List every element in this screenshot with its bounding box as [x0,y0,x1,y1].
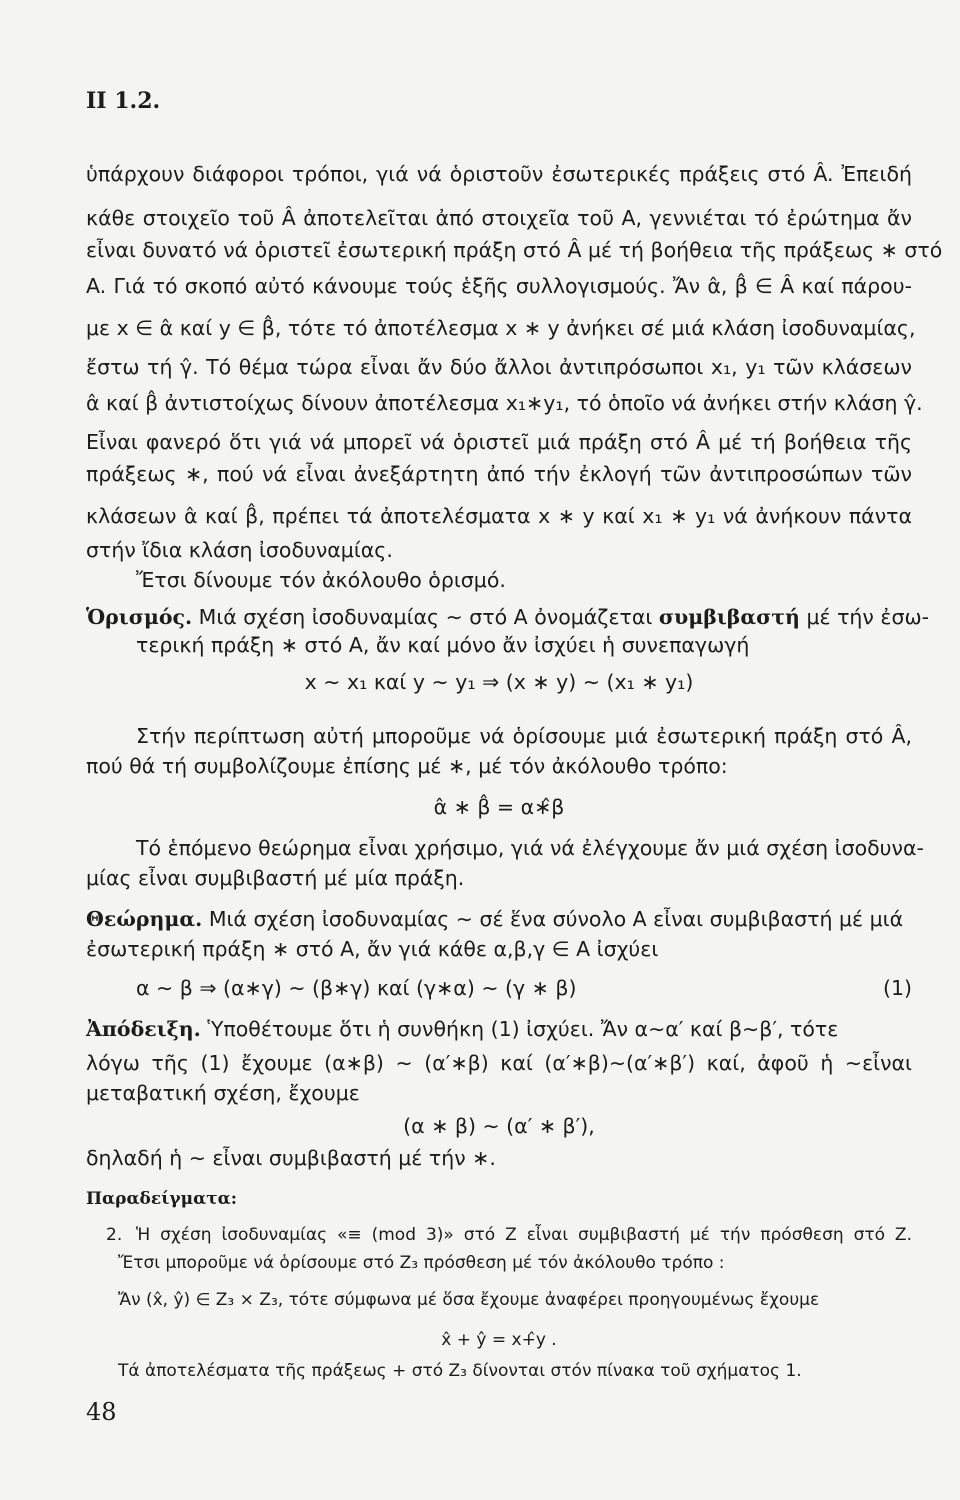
page-number: 48 [86,1398,117,1426]
definition-formula: x ∼ x₁ καί y ∼ y₁ ⇒ (x ∗ y) ∼ (x₁ ∗ y₁) [304,670,694,694]
definition-label: Ὁρισμός. [86,605,193,629]
body-line: πού θά τή συμβολίζουμε ἐπίσης μέ ∗, μέ τόν ἀκόλουθο τρόπο: [86,754,728,778]
body-line: Ἔτσι δίνουμε τόν ἀκόλουθο ὁρισμό. [136,568,506,592]
body-line: με x ∈ α̂ καί y ∈ β̂, τότε τό ἀποτέλεσμα x ∗ y ἀνήκει σέ μιά κλάση ἰσοδυναμίας, [86,316,916,340]
example-number: 2. [106,1225,123,1245]
theorem-line-2: ἐσωτερική πράξη ∗ στό A, ἄν γιά κάθε α,β,γ ∈ A ἰσχύει [86,937,659,961]
body-line: πράξεως ∗, πού νά εἶναι ἀνεξάρτητη ἀπό τήν ἐκλογή τῶν ἀντιπροσώπων τῶν [86,462,912,486]
example-line-4: Τά ἀποτελέσματα τῆς πράξεως + στό Z₃ δίνονται στόν πίνακα τοῦ σχήματος 1. [118,1361,802,1381]
body-line: εἶναι δυνατό νά ὁριστεῖ ἐσωτερική πράξη στό Â μέ τή βοήθεια τῆς πράξεως ∗ στό [86,238,943,262]
definition-line-1: Ὁρισμός. Μιά σχέση ἰσοδυναμίας ∼ στό A ὀνομάζεται συμβιβαστή μέ τήν ἐσω- [86,605,930,629]
body-line: κλάσεων α̂ καί β̂, πρέπει τά ἀποτελέσματα x ∗ y καί x₁ ∗ y₁ νά ἀνήκουν πάντα [86,504,912,528]
proof-formula: (α ∗ β) ∼ (α′ ∗ β′), [403,1114,595,1138]
definition-term: συμβιβαστή [658,605,800,629]
body-line: A. Γιά τό σκοπό αὐτό κάνουμε τούς ἑξῆς συλλογισμούς. Ἄν α̂, β̂ ∈ Â καί πάρου- [86,274,912,298]
proof-line-3: μεταβατική σχέση, ἔχουμε [86,1081,360,1105]
body-line: ὑπάρχουν διάφοροι τρόποι, γιά νά ὁριστοῦν ἐσωτερικές πράξεις στό Â. Ἐπειδή [86,162,912,186]
body-line: Στήν περίπτωση αὐτή μποροῦμε νά ὁρίσουμε μιά ἐσωτερική πράξη στό Â, [136,724,912,748]
proof-line-1: Ἀπόδειξη. Ὑποθέτουμε ὅτι ἡ συνθήκη (1) ἰσχύει. Ἄν α∼α′ καί β∼β′, τότε [86,1017,839,1041]
proof-line-4: δηλαδή ἡ ∼ εἶναι συμβιβαστή μέ τήν ∗. [86,1146,496,1170]
example-line-1: Ἡ σχέση ἰσοδυναμίας «≡ (mod 3)» στό Z εἶναι συμβιβαστή μέ τήν πρόσθεση στό Z. [136,1225,912,1245]
body-line: ἔστω τή γ̂. Τό θέμα τώρα εἶναι ἄν δύο ἄλλοι ἀντιπρόσωποι x₁, y₁ τῶν κλάσεων [86,355,912,379]
example-formula: x̂ + ŷ = x+̂y . [441,1330,557,1350]
examples-label: Παραδείγματα: [86,1189,237,1209]
example-line-2: Ἔτσι μποροῦμε νά ὁρίσουμε στό Z₃ πρόσθεση μέ τόν ἀκόλουθο τρόπο : [118,1253,725,1273]
proof-label: Ἀπόδειξη. [86,1017,201,1041]
theorem-formula: α ∼ β ⇒ (α∗γ) ∼ (β∗γ) καί (γ∗α) ∼ (γ ∗ β) [136,976,577,1000]
example-line-3: Ἄν (x̂, ŷ) ∈ Z₃ × Z₃, τότε σύμφωνα μέ ὅσα ἔχουμε ἀναφέρει προηγουμένως ἔχουμε [118,1290,820,1310]
body-line: Εἶναι φανερό ὅτι γιά νά μπορεῖ νά ὁριστεῖ μιά πράξη στό Â μέ τή βοήθεια τῆς [86,430,912,454]
body-line: Τό ἑπόμενο θεώρημα εἶναι χρήσιμο, γιά νά ἐλέγχουμε ἄν μιά σχέση ἰσοδυνα- [136,836,924,860]
display-formula: α̂ ∗ β̂ = α∗̂β [433,795,565,819]
body-line: στήν ἴδια κλάση ἰσοδυναμίας. [86,538,393,562]
equation-number: (1) [882,976,912,1000]
body-line: κάθε στοιχεῖο τοῦ Â ἀποτελεῖται ἀπό στοιχεῖα τοῦ A, γεννιέται τό ἐρώτημα ἄν [86,206,912,230]
proof-line-2: λόγω τῆς (1) ἔχουμε (α∗β) ∼ (α′∗β) καί (α′∗β)∼(α′∗β′) καί, ἀφοῦ ἡ ∼εἶναι [86,1051,912,1075]
body-line: μίας εἶναι συμβιβαστή μέ μία πράξη. [86,866,465,890]
definition-line-2: τερική πράξη ∗ στό A, ἄν καί μόνο ἄν ἰσχύει ἡ συνεπαγωγή [136,633,750,657]
theorem-label: Θεώρημα. [86,907,203,931]
body-line: α̂ καί β̂ ἀντιστοίχως δίνουν ἀποτέλεσμα x₁∗y₁, τό ὁποῖο νά ἀνήκει στήν κλάση γ̂. [86,391,923,415]
section-header: II 1.2. [86,88,161,114]
theorem-line-1: Θεώρημα. Μιά σχέση ἰσοδυναμίας ∼ σέ ἕνα σύνολο A εἶναι συμβιβαστή μέ μιά [86,907,904,931]
